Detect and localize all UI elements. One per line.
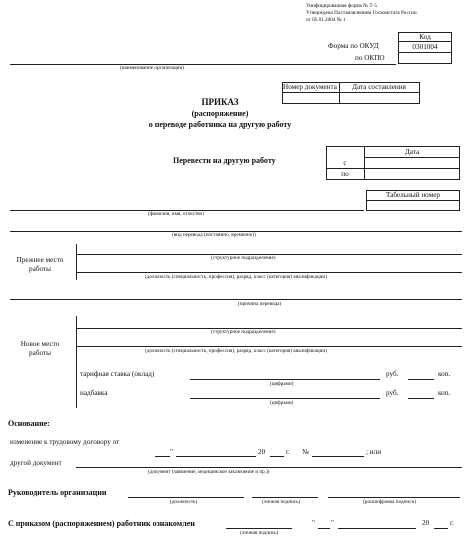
prev-position-line[interactable] xyxy=(76,272,462,273)
prev-position-caption: (должность (специальность, профессия), разряд, класс (категория) квалификации) xyxy=(145,274,327,280)
contract-change-label: изменение к трудовому договору от xyxy=(10,438,120,446)
new-position-caption: (должность (специальность, профессия), разряд, класс (категория) квалификации) xyxy=(145,348,327,354)
approved-date-line: от 05.01.2004 № 1 xyxy=(306,17,346,23)
reason-caption: (причина перевода) xyxy=(238,301,282,307)
okpo-label: по ОКПО xyxy=(355,54,385,62)
date-to-field[interactable] xyxy=(364,168,460,180)
contract-year-suffix: г. xyxy=(286,448,290,456)
rate-label: тарифная ставка (оклад) xyxy=(80,370,155,378)
contract-year-field[interactable] xyxy=(270,456,284,457)
date-to-label: по xyxy=(341,170,349,178)
ack-day-field[interactable] xyxy=(318,528,330,529)
other-doc-label: другой документ xyxy=(10,459,62,467)
title-directive: (распоряжение) xyxy=(191,109,249,118)
new-place-label-1: Новое место xyxy=(20,340,60,348)
ack-quote-close: " xyxy=(331,519,334,527)
code-header: Код xyxy=(419,32,431,41)
okpo-value[interactable] xyxy=(398,52,452,64)
prev-place-label-2: работы xyxy=(29,265,51,273)
tab-number-header: Табельный номер xyxy=(386,191,440,199)
new-place-label-2: работы xyxy=(29,349,51,357)
bonus-rub-label: руб. xyxy=(386,389,399,397)
basis-label: Основание: xyxy=(8,419,50,428)
date-from-field[interactable] xyxy=(364,157,460,168)
rate-kop-field[interactable] xyxy=(408,379,434,380)
title-order: ПРИКАЗ xyxy=(201,97,239,107)
employee-signature-caption: (личная подпись) xyxy=(240,530,279,536)
ack-year-suffix: г. xyxy=(450,519,454,527)
bonus-rub-field[interactable] xyxy=(190,398,380,399)
okud-label: Форма по ОКУД xyxy=(328,42,379,50)
prev-place-label-1: Прежнее место xyxy=(16,256,64,264)
doc-number-header: Номер документа xyxy=(283,83,337,91)
ack-year-prefix: 20 xyxy=(422,519,430,527)
contract-day-field[interactable] xyxy=(155,456,170,457)
fio-caption: (фамилия, имя, отчество) xyxy=(148,211,204,217)
contract-quote-open: " xyxy=(170,448,173,456)
bonus-figures-caption: (цифрами) xyxy=(270,400,294,406)
contract-number-sign: № xyxy=(302,448,309,456)
manager-post-field[interactable] xyxy=(128,497,244,498)
org-name-line[interactable] xyxy=(10,64,396,65)
ack-year-field[interactable] xyxy=(434,528,448,529)
doc-date-header: Дата составления xyxy=(352,83,406,91)
contract-month-field[interactable] xyxy=(176,456,256,457)
rate-rub-field[interactable] xyxy=(190,379,380,380)
transfer-type-caption: (вид перевода (постоянно, временно)) xyxy=(172,232,256,238)
prev-unit-caption: (структурное подразделение) xyxy=(211,255,276,261)
employee-signature-field[interactable] xyxy=(226,528,292,529)
manager-signature-field[interactable] xyxy=(252,497,318,498)
bonus-label: надбавка xyxy=(80,389,108,397)
bonus-kop-label: коп. xyxy=(438,389,451,397)
doc-date-field[interactable] xyxy=(338,92,420,104)
ack-month-field[interactable] xyxy=(338,528,416,529)
other-doc-caption: (документ (заявление, медицинское заключение и пр.)) xyxy=(148,469,270,475)
doc-number-field[interactable] xyxy=(282,92,338,104)
approved-line: Утверждена Постановлением Госкомстата России xyxy=(306,10,417,16)
ack-quote-open: " xyxy=(312,519,315,527)
rate-rub-label: руб. xyxy=(386,370,399,378)
manager-decoding-caption: (расшифровка подписи) xyxy=(363,499,416,505)
okud-value: 0301004 xyxy=(412,42,438,51)
transfer-label: Перевести на другую работу xyxy=(173,156,276,165)
manager-post-caption: (должность) xyxy=(170,499,198,505)
bonus-kop-field[interactable] xyxy=(408,398,434,399)
other-doc-line[interactable] xyxy=(76,467,462,468)
new-position-line[interactable] xyxy=(76,346,462,347)
rate-kop-label: коп. xyxy=(438,370,451,378)
new-unit-caption: (структурное подразделение) xyxy=(211,329,276,335)
date-header: Дата xyxy=(404,147,420,156)
contract-number-field[interactable] xyxy=(312,456,364,457)
manager-signature-caption: (личная подпись) xyxy=(262,499,301,505)
form-number-line: Унифицированная форма № Т-5 xyxy=(306,3,377,9)
tab-number-field[interactable] xyxy=(366,200,460,211)
manager-decoding-field[interactable] xyxy=(328,497,460,498)
date-from-label: с xyxy=(343,158,347,167)
contract-year-prefix: 20 xyxy=(258,448,266,456)
rate-figures-caption: (цифрами) xyxy=(270,381,294,387)
acquainted-label: С приказом (распоряжением) работник ознакомлен xyxy=(8,519,195,528)
reason-line[interactable] xyxy=(10,299,462,300)
org-name-caption: (наименование организации) xyxy=(120,65,184,71)
or-text: ; или xyxy=(366,448,382,456)
title-subject: о переводе работника на другую работу xyxy=(148,120,292,129)
manager-label: Руководитель организации xyxy=(8,488,107,497)
